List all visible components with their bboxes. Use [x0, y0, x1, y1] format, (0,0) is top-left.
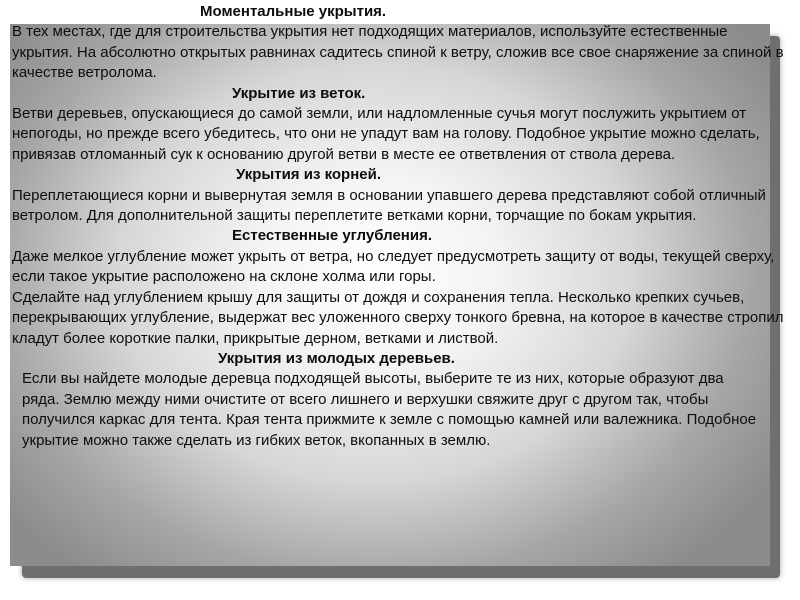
paragraph-young-tree-shelters: Если вы найдете молодые деревца подходящей высоты, выберите те из них, которые образуют два ряда. Землю между ними очистите от всего лишнего и верхушки свяжите друг с другом так, чтобы получился каркас для тента. Края тента прижмите к земле с помощью камней или валежника. Подобное укрытие можно также сделать из гибких веток, вкопанных в землю.	[22, 370, 757, 449]
paragraph-root-shelters: Переплетающиеся корни и вывернутая земля в основании упавшего дерева представляют собой отличный ветролом. Для дополнительной защиты переплетите ветками корни, торчащие по бокам укрытия.	[12, 186, 766, 225]
heading-instant-shelters: Моментальные укрытия.	[200, 3, 387, 20]
paragraph-natural-hollows-2: Сделайте над углублением крышу для защиты от дождя и сохранения тепла. Несколько крепких сучьев, перекрывающих углубление, выдержат вес уложенного сверху тонкого бревна, на которое в качестве стропил кладут более короткие палки, прикрытые дерном, ветками и листвой.	[12, 288, 784, 347]
slide-text	[12, 2, 792, 451]
heading-root-shelters: Укрытия из корней.	[236, 166, 381, 184]
heading-branch-shelter: Укрытие из веток.	[232, 84, 366, 102]
paragraph-natural-hollows-1: Даже мелкое углубление может укрыть от ветра, но следует предусмотреть защиту от воды, текущей сверху, если такое укрытие расположено на склоне холма или горы.	[12, 247, 775, 286]
paragraph-instant-shelters: В тех местах, где для строительства укрытия нет подходящих материалов, используйте естественные укрытия. На абсолютно открытых равнинах садитесь спиной к ветру, сложив все свое снаряжение за спиной в качестве ветролома.	[12, 23, 784, 82]
paragraph-branch-shelter: Ветви деревьев, опускающиеся до самой земли, или надломленные сучья могут послужить укрытием от непогоды, но прежде всего убедитесь, что они не упадут вам на голову. Подобное укрытие можно сделать, привязав отломанный сук к основанию другой ветви в месте ее ответвления от ствола дерева.	[12, 105, 760, 163]
heading-natural-hollows: Естественные углубления.	[232, 227, 432, 245]
heading-young-tree-shelters: Укрытия из молодых деревьев.	[218, 349, 455, 367]
